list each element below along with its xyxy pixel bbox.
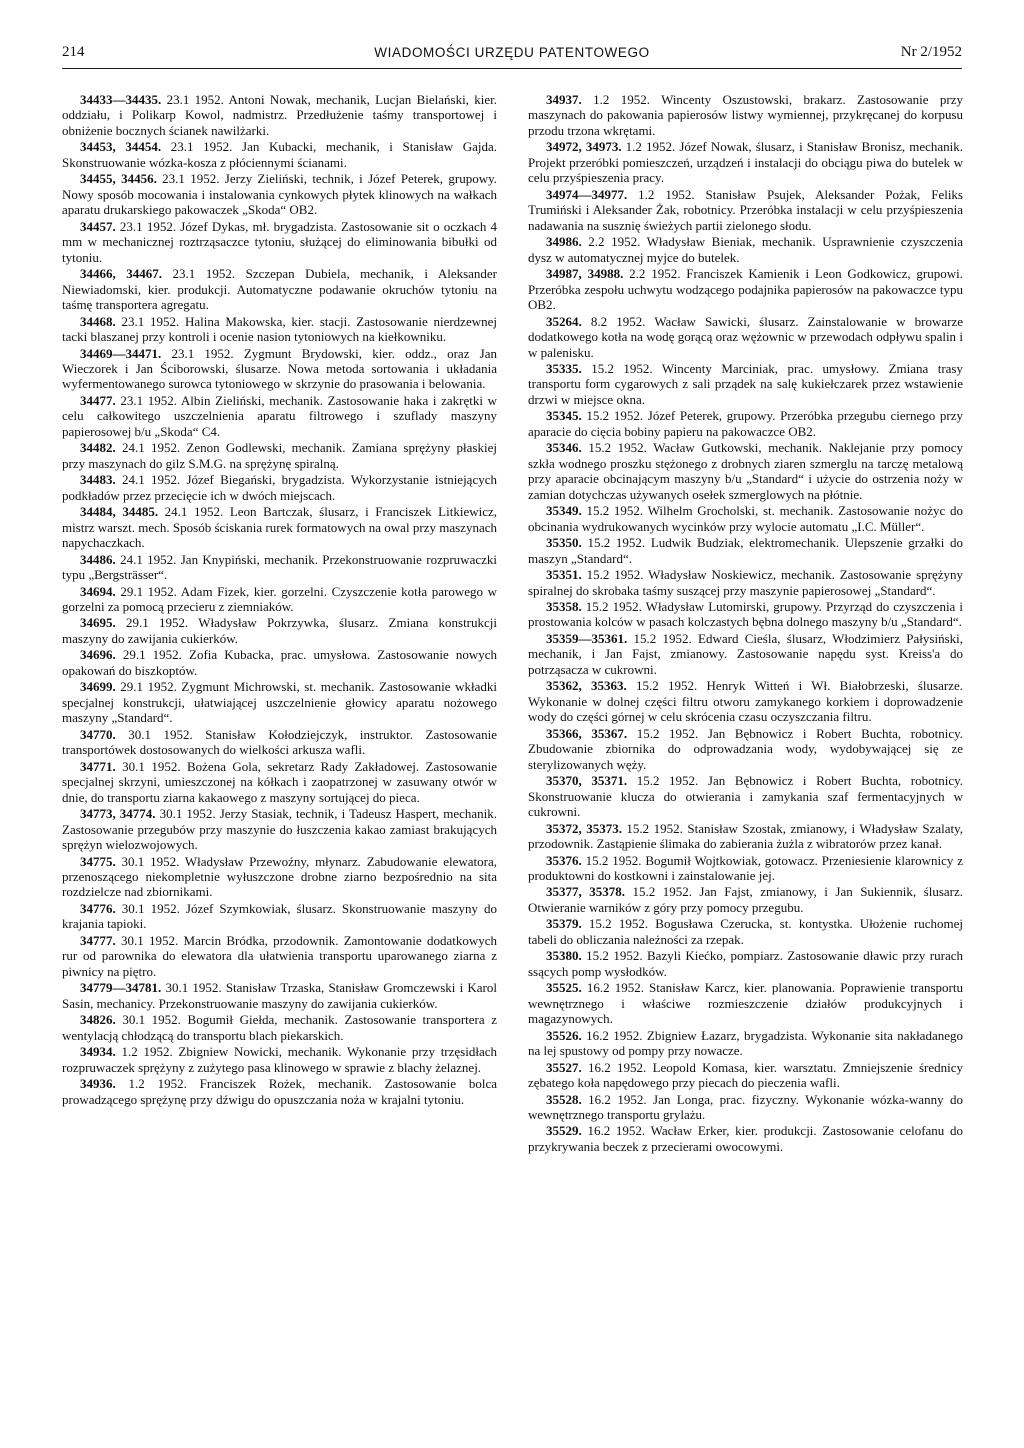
patent-number: 35525. bbox=[546, 980, 582, 996]
patent-entry bbox=[528, 821, 963, 852]
patent-description: 15.2 1952. Wacław Gutkowski, mechanik. Naklejanie przy pomocy szkła wodnego proszku stężonego z drobnych ziaren szmerglu na tarczę metalową przy aparacie obcinającym maszyny b/u „Standard“ i użycie do ostrzenia noży w zamian dotychczas używanych osełek szmerglowych na płótnie. bbox=[528, 440, 963, 502]
patent-description: 23.1 1952. Albin Zieliński, mechanik. Zastosowanie haka i zakrętki w celu całkowitego uszczelnienia aparatu filtrowego i szuflady maszyny papierosowej b/u „Skoda“ C4. bbox=[62, 392, 497, 439]
patent-entry bbox=[62, 504, 497, 550]
patent-number: 34771. bbox=[80, 758, 116, 774]
patent-description: 23.1 1952. Jerzy Zieliński, technik, i Józef Peterek, grupowy. Nowy sposób mocowania i instalowania cynkowych płytek klinowych na wałkach aparatu drukarskiego pakowaczek „Skoda“ OB2. bbox=[62, 171, 498, 218]
patent-description: 1.2 1952. Franciszek Rożek, mechanik. Zastosowanie bolca prowadzącego sprężynę przy dźwigu do opuszczania noża w krajalni tytoniu. bbox=[62, 1076, 497, 1107]
patent-number: 34469—34471. bbox=[80, 345, 162, 361]
patent-entry bbox=[62, 139, 497, 170]
patent-description: 30.1 1952. Bogumił Giełda, mechanik. Zastosowanie transportera z wentylacją chłodzącą do transportu blach piekarskich. bbox=[62, 1012, 497, 1043]
patent-description: 16.2 1952. Leopold Komasa, kier. warsztatu. Zmniejszenie średnicy zębatego koła napędowego przy piecach do pieczenia wafli. bbox=[528, 1059, 963, 1091]
patent-description: 23.1 1952. Józef Dykas, mł. brygadzista. Zastosowanie sit o oczkach 4 mm w mechanicznej roztrząsaczce tytoniu, służącej do eliminowania bibułki od tytoniu. bbox=[62, 218, 497, 265]
patent-description: 16.2 1952. Zbigniew Łazarz, brygadzista. Wykonanie sita nakładanego na lej spustowy od pompy przy nowacze. bbox=[528, 1027, 963, 1059]
patent-description: 29.1 1952. Adam Fizek, kier. gorzelni. Czyszczenie kotła parowego w gorzelni za pomocą przecieru z ziemniaków. bbox=[62, 583, 497, 614]
patent-number: 34483. bbox=[80, 472, 116, 488]
patent-number: 34695. bbox=[80, 615, 116, 631]
patent-number: 34773, 34774. bbox=[80, 806, 156, 822]
patent-entry bbox=[528, 1060, 963, 1091]
patent-entry bbox=[62, 1044, 497, 1075]
patent-entry bbox=[62, 440, 497, 471]
patent-entry bbox=[62, 472, 497, 503]
patent-number: 34694. bbox=[80, 583, 116, 599]
patent-number: 34477. bbox=[80, 392, 116, 408]
patent-description: 15.2 1952. Henryk Witteń i Wł. Białobrzeski, ślusarze. Wykonanie w dolnej części filtru otworu zamykanego korkiem i doprowadzenie wody do części górnej w celu skrócenia czasu oczyszczania filtru. bbox=[528, 678, 963, 725]
patent-number: 35335. bbox=[546, 360, 582, 376]
patent-entry bbox=[62, 266, 497, 312]
patent-number: 35362, 35363. bbox=[546, 678, 627, 694]
patent-description: 15.2 1952. Wincenty Marciniak, prac. umysłowy. Zmiana trasy transportu form cygarowych z sali prządek na salę kukiełczarek przez wstawienie drzwi w miejsce okna. bbox=[528, 360, 963, 407]
patent-number: 35350. bbox=[546, 535, 582, 551]
patent-number: 34468. bbox=[80, 313, 116, 329]
right-column bbox=[528, 92, 963, 1155]
patent-entry bbox=[62, 980, 497, 1011]
patent-entry bbox=[62, 679, 497, 725]
patent-description: 23.1 1952. Jan Kubacki, mechanik, i Stanisław Gajda. Skonstruowanie wózka-kosza z płóciennymi ścianami. bbox=[62, 139, 498, 170]
patent-number: 34776. bbox=[80, 900, 116, 916]
patent-description: 15.2 1952. Bazyli Kiećko, pompiarz. Zastosowanie dławic przy rurach ssących pomp wysłodków. bbox=[528, 948, 963, 979]
patent-description: 29.1 1952. Zygmunt Michrowski, st. mechanik. Zastosowanie wkładki specjalnej konstrukcji, ułatwiającej uszczelnienie głowicy aparatu nożowego maszyny „Standard“. bbox=[62, 679, 497, 726]
patent-description: 30.1 1952. Bożena Gola, sekretarz Rady Zakładowej. Zastosowanie specjalnej skrzyni, umieszczonej na kółkach i zaopatrzonej w zasuwany otwór w dnie, do transportu ziarna kakaowego z maszyny sortującej do pieca. bbox=[62, 758, 497, 805]
patent-description: 30.1 1952. Stanisław Trzaska, Stanisław Gromczewski i Karol Sasin, mechanicy. Przekonstruowanie maszyny do zawijania cukierków. bbox=[62, 980, 497, 1011]
patent-description: 15.2 1952. Stanisław Szostak, zmianowy, i Władysław Szalaty, przodownik. Zastąpienie ślimaka do zabierania żużla z wibratorów przez kanał. bbox=[528, 820, 963, 852]
patent-number: 34453, 34454. bbox=[80, 139, 162, 155]
patent-description: 1.2 1952. Stanisław Psujek, Aleksander Pożak, Feliks Trumiński i Aleksander Żak, robotnicy. Przeróbka instalacji w celu przyśpieszenia nadawania na susznię świeżych partii zielonego słodu. bbox=[528, 186, 963, 233]
patent-entry bbox=[528, 884, 963, 915]
patent-number: 34770. bbox=[80, 726, 116, 742]
patent-description: 15.2 1952. Władysław Lutomirski, grupowy. Przyrząd do czyszczenia i prostowania kolców w pasach kolczastych bębna dolnego maszyny b/u „Standard“. bbox=[528, 599, 963, 630]
patent-description: 15.2 1952. Jan Bębnowicz i Robert Buchta, robotnicy. Zbudowanie zbiornika do odprowadzania wody, wydobywającej się ze sterylizowanych węży. bbox=[528, 725, 964, 772]
patent-entry bbox=[528, 408, 963, 439]
patent-number: 35376. bbox=[546, 852, 582, 868]
patent-entry bbox=[528, 266, 963, 312]
patent-entry bbox=[62, 647, 497, 678]
patent-description: 16.2 1952. Jan Longa, prac. fizyczny. Wykonanie wózka-wanny do wewnętrznego transportu grylażu. bbox=[528, 1091, 963, 1122]
patent-entry bbox=[528, 1028, 963, 1059]
patent-description: 16.2 1952. Stanisław Karcz, kier. planowania. Poprawienie transportu wewnętrznego i właściwe rozmieszczenie działów produkcyjnych i magazynowych. bbox=[528, 980, 963, 1027]
patent-description: 24.1 1952. Jan Knypiński, mechanik. Przekonstruowanie rozpruwaczki typu „Bergsträsser“. bbox=[62, 551, 497, 583]
patent-description: 15.2 1952. Bogumił Wojtkowiak, gotowacz. Przeniesienie klarownicy z produktowni do kostkowni i zainstalowanie jej. bbox=[528, 852, 963, 883]
patent-entry bbox=[528, 631, 963, 677]
patent-number: 34696. bbox=[80, 647, 116, 663]
patent-entry bbox=[62, 171, 497, 217]
patent-number: 34779—34781. bbox=[80, 980, 162, 996]
patent-entry bbox=[528, 980, 963, 1026]
patent-description: 15.2 1952. Ludwik Budziak, elektromechanik. Ulepszenie grzałki do maszyn „Standard“. bbox=[528, 535, 963, 566]
patent-number: 35370, 35371. bbox=[546, 773, 628, 789]
patent-number: 34987, 34988. bbox=[546, 266, 624, 282]
patent-entry bbox=[528, 503, 963, 534]
patent-description: 23.1 1952. Zygmunt Brydowski, kier. oddz., oraz Jan Wieczorek i Jan Ściborowski, ślusarze. Nowa metoda sortowania i układania wyfermentowanego surowca tytoniowego w skrzynie do prasowania i belowania. bbox=[62, 345, 497, 392]
patent-description: 30.1 1952. Józef Szymkowiak, ślusarz. Skonstruowanie maszyny do krajania tapioki. bbox=[62, 900, 497, 932]
patent-number: 34455, 34456. bbox=[80, 171, 157, 187]
patent-description: 2.2 1952. Franciszek Kamienik i Leon Godkowicz, grupowi. Przeróbka zespołu uchwytu wodzącego podajnika papierosów na pakowaczce typu OB2. bbox=[528, 266, 964, 313]
patent-entry bbox=[62, 92, 497, 138]
patent-description: 30.1 1952. Stanisław Kołodziejczyk, instruktor. Zastosowanie transportówek dostosowanych do wielkości arkusza wafli. bbox=[62, 726, 497, 758]
patent-number: 35377, 35378. bbox=[546, 884, 625, 900]
patent-number: 35346. bbox=[546, 440, 582, 456]
patent-number: 35528. bbox=[546, 1091, 582, 1107]
patent-number: 35366, 35367. bbox=[546, 725, 628, 741]
patent-description: 30.1 1952. Jerzy Stasiak, technik, i Tadeusz Haspert, mechanik. Zastosowanie przegubów przy maszynie do łuszczenia kakao zamiast brakujących sprężyn wielozwojowych. bbox=[62, 806, 497, 853]
patent-entry bbox=[62, 933, 497, 979]
patent-number: 34826. bbox=[80, 1012, 116, 1028]
patent-entry bbox=[62, 854, 497, 900]
patent-description: 8.2 1952. Wacław Sawicki, ślusarz. Zainstalowanie w browarze dodatkowego kotła na wodę gorącą oraz wężownic w przewodach odpływu spalin i w palenisku. bbox=[528, 313, 963, 360]
patent-entry bbox=[62, 727, 497, 758]
patent-entry bbox=[528, 535, 963, 566]
patent-number: 34699. bbox=[80, 679, 116, 695]
patent-entry bbox=[528, 678, 963, 724]
patent-entry bbox=[528, 773, 963, 819]
patent-entry bbox=[62, 552, 497, 583]
patent-description: 16.2 1952. Wacław Erker, kier. produkcji. Zastosowanie celofanu do przykrywania beczek z przecierami owocowymi. bbox=[528, 1123, 963, 1154]
patent-description: 15.2 1952. Władysław Noskiewicz, mechanik. Zastosowanie sprężyny spiralnej do skrobaka taśmy suszącej przy maszynie papierosowej „Standard“. bbox=[528, 567, 963, 598]
patent-entry bbox=[528, 92, 963, 138]
patent-description: 15.2 1952. Edward Cieśla, ślusarz, Włodzimierz Pałysiński, mechanik, i Jan Fajst, zmianowy. Zastosowanie napędu syst. Kreiss'a do potrząsacza w cukrowni. bbox=[528, 630, 963, 677]
patent-entry bbox=[528, 916, 963, 947]
page-number: 214 bbox=[62, 44, 85, 60]
patent-number: 34482. bbox=[80, 440, 116, 456]
patent-number: 34484, 34485. bbox=[80, 504, 159, 520]
patent-entry bbox=[528, 314, 963, 360]
patent-description: 24.1 1952. Zenon Godlewski, mechanik. Zamiana sprężyny płaskiej przy maszynach do gilz S.M.G. na sprężynę spiralną. bbox=[62, 440, 497, 471]
patent-number: 35529. bbox=[546, 1123, 582, 1139]
patent-description: 24.1 1952. Józef Biegański, brygadzista. Wykorzystanie istniejących podkładów przez przecięcie ich w dwóch miejscach. bbox=[62, 472, 497, 503]
patent-description: 23.1 1952. Halina Makowska, kier. stacji. Zastosowanie nierdzewnej tacki blaszanej przy kontroli i ocenie nasion tytoniowych na kiełkowniku. bbox=[62, 313, 497, 345]
patent-number: 34777. bbox=[80, 932, 116, 948]
journal-title: WIADOMOŚCI URZĘDU PATENTOWEGO bbox=[374, 45, 650, 60]
patent-description: 1.2 1952. Zbigniew Nowicki, mechanik. Wykonanie przy trzęsidłach rozpruwaczek sprężyny z zużytego pasa klinowego w sprawie z blachy żelaznej. bbox=[62, 1044, 497, 1075]
patent-entry bbox=[528, 361, 963, 407]
patent-number: 35264. bbox=[546, 313, 582, 329]
page-header bbox=[62, 38, 962, 69]
patent-entry bbox=[528, 853, 963, 884]
patent-entry bbox=[528, 1092, 963, 1123]
patent-number: 34486. bbox=[80, 551, 116, 567]
patent-entry bbox=[62, 901, 497, 932]
patent-description: 24.1 1952. Leon Bartczak, ślusarz, i Franciszek Litkiewicz, mistrz warszt. mech. Sposób ściskania rurek formatowych na owal przy maszynach napychaczkach. bbox=[62, 504, 498, 551]
patent-number: 35379. bbox=[546, 916, 582, 932]
patent-number: 35351. bbox=[546, 567, 582, 583]
patent-entry bbox=[528, 567, 963, 598]
patent-description: 1.2 1952. Wincenty Oszustowski, brakarz. Zastosowanie przy maszynach do pakowania papierosów listwy wymiennej, przykręcanej do korpusu przodu trzona wkrętami. bbox=[528, 92, 963, 138]
patent-number: 34775. bbox=[80, 853, 116, 869]
patent-description: 15.2 1952. Bogusława Czerucka, st. kontystka. Ułożenie ruchomej tabeli do obliczania należności za rzepak. bbox=[528, 916, 963, 947]
patent-entry bbox=[62, 584, 497, 615]
patent-number: 35527. bbox=[546, 1059, 582, 1075]
patent-entry bbox=[528, 1123, 963, 1154]
patent-description: 15.2 1952. Jan Fajst, zmianowy, i Jan Sukiennik, ślusarz. Otwieranie warników z góry przy pomocy przegubu. bbox=[528, 884, 963, 915]
patent-entry bbox=[62, 806, 497, 852]
patent-number: 35349. bbox=[546, 503, 582, 519]
issue-number: Nr 2/1952 bbox=[900, 44, 962, 60]
patent-description: 15.2 1952. Józef Peterek, grupowy. Przeróbka przegubu ciernego przy aparacie do cięcia bobiny papieru na pakowaczce OB2. bbox=[528, 408, 963, 439]
patent-number: 34974—34977. bbox=[546, 186, 628, 202]
left-column bbox=[62, 92, 497, 1108]
patent-description: 1.2 1952. Józef Nowak, ślusarz, i Stanisław Bronisz, mechanik. Projekt przeróbki pomieszczeń, urządzeń i instalacji do obciągu piwa do butelek w celu przyśpieszenia pracy. bbox=[528, 139, 963, 186]
patent-number: 34937. bbox=[546, 92, 582, 107]
patent-entry bbox=[528, 187, 963, 233]
patent-entry bbox=[62, 346, 497, 392]
patent-description: 2.2 1952. Władysław Bieniak, mechanik. Usprawnienie czyszczenia dysz w automatycznej myjce do butelek. bbox=[528, 234, 963, 265]
patent-description: 23.1 1952. Szczepan Dubiela, mechanik, i Aleksander Niewiadomski, kier. produkcji. Automatyczne podawanie okruchów tytoniu na taśmę transportera agregatu. bbox=[62, 266, 498, 313]
patent-number: 35359—35361. bbox=[546, 630, 628, 646]
patent-description: 23.1 1952. Antoni Nowak, mechanik, Lucjan Bielański, kier. oddziału, i Polikarp Kowol, nadmistrz. Przedłużenie taśmy transportowej i obniżenie bocznych ścianek nawilżarki. bbox=[62, 92, 497, 138]
patent-number: 34986. bbox=[546, 234, 582, 250]
patent-number: 34466, 34467. bbox=[80, 266, 163, 282]
patent-entry bbox=[62, 314, 497, 345]
patent-description: 29.1 1952. Zofia Kubacka, prac. umysłowa. Zastosowanie nowych opakowań do biszkoptów. bbox=[62, 647, 497, 678]
patent-entry bbox=[528, 139, 963, 185]
patent-entry bbox=[528, 234, 963, 265]
patent-description: 15.2 1952. Jan Bębnowicz i Robert Buchta, robotnicy. Skonstruowanie klucza do otwierania i zamykania szaf fermentacyjnych w cukrowni. bbox=[528, 773, 964, 820]
patent-entry bbox=[62, 1012, 497, 1043]
patent-description: 30.1 1952. Władysław Przewoźny, młynarz. Zabudowanie elewatora, przenoszącego niekompletnie wyłuszczone drobne ziarno bezpośrednio na sita rozdzielcze nad zbiornikami. bbox=[62, 853, 497, 900]
patent-entry bbox=[62, 615, 497, 646]
patent-number: 34936. bbox=[80, 1076, 116, 1092]
patent-number: 35526. bbox=[546, 1027, 582, 1043]
patent-number: 35372, 35373. bbox=[546, 820, 622, 836]
patent-entry bbox=[528, 599, 963, 630]
patent-entry bbox=[62, 1076, 497, 1107]
patent-entry bbox=[62, 393, 497, 439]
patent-number: 35380. bbox=[546, 948, 582, 964]
patent-entry bbox=[528, 948, 963, 979]
patent-number: 34457. bbox=[80, 218, 116, 234]
patent-number: 34934. bbox=[80, 1044, 116, 1060]
patent-entry bbox=[528, 726, 963, 772]
patent-description: 15.2 1952. Wilhelm Grocholski, st. mechanik. Zastosowanie nożyc do obcinania wydrukowanych wycinków przy wylocie automatu „I.C. Müller“. bbox=[528, 503, 963, 534]
patent-number: 34433—34435. bbox=[80, 92, 162, 107]
patent-number: 35358. bbox=[546, 599, 582, 614]
patent-description: 29.1 1952. Władysław Pokrzywka, ślusarz. Zmiana konstrukcji maszyny do zawijania cukierków. bbox=[62, 615, 497, 646]
patent-entry bbox=[62, 219, 497, 265]
patent-number: 35345. bbox=[546, 408, 582, 424]
patent-entry bbox=[62, 759, 497, 805]
patent-number: 34972, 34973. bbox=[546, 139, 622, 155]
patent-description: 30.1 1952. Marcin Bródka, przodownik. Zamontowanie dodatkowych rur od parownika do elewatora dla ułatwienia transportu uparowanego ziarna z piwnicy na piętro. bbox=[62, 932, 497, 979]
patent-entry bbox=[528, 440, 963, 502]
